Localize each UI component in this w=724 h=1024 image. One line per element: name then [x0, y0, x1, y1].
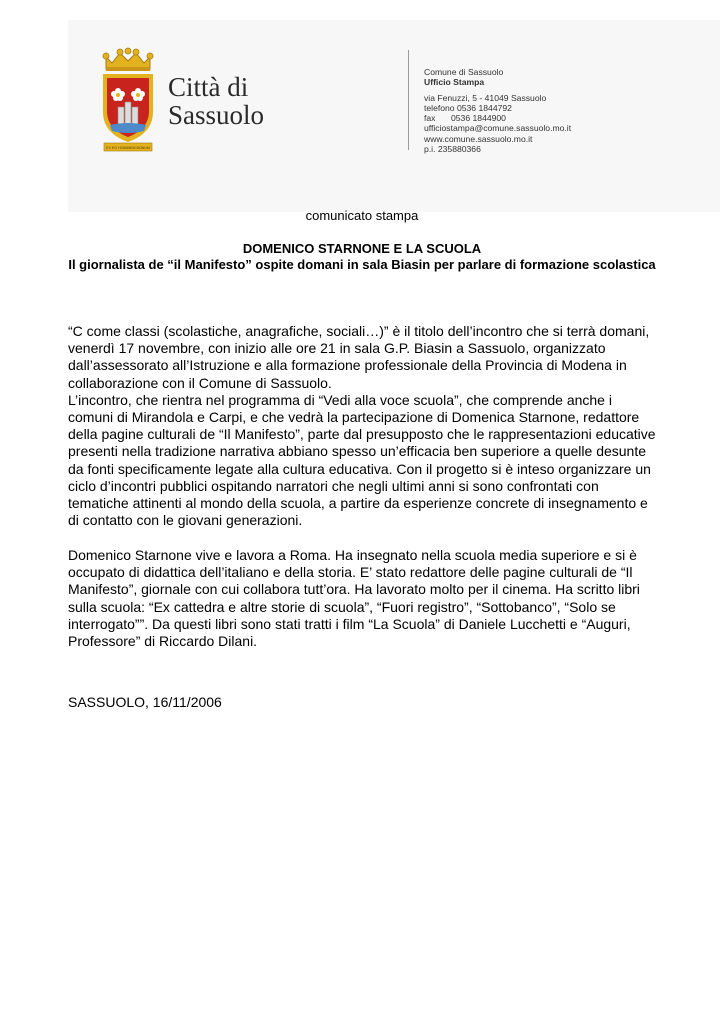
city-crest-logo: [98, 47, 158, 153]
svg-text:EX EO HOMINEM BONUM: EX EO HOMINEM BONUM: [106, 146, 150, 150]
headline: [68, 241, 656, 273]
office-line: [424, 93, 571, 103]
divider: [408, 50, 409, 150]
office-line: [424, 123, 571, 133]
office-line: [424, 144, 571, 154]
body-block-2: [68, 547, 658, 650]
office-contact-block: [424, 67, 571, 154]
dateline: SASSUOLO, 16/11/2006: [68, 694, 222, 710]
office-line-text: p.i. 235880366: [424, 144, 481, 155]
office-line-text: via Fenuzzi, 5 - 41049 Sassuolo: [424, 92, 547, 103]
paragraph: “C come classi (scolastiche, anagrafiche, sociali…)” è il titolo dell’incontro che si terrà domani, venerdì 17 novembre, con inizio alle ore 21 in sala G.P. Biasin a Sassuolo, organizzato dall’assessorato all’Istruzione e alla formazione professionale della Provincia di Modena in collaborazione con il Comune di Sassuolo.: [68, 323, 650, 391]
office-line: [424, 77, 571, 87]
office-line: [424, 113, 571, 123]
city-name-logo: Città di Sassuolo: [168, 72, 265, 130]
office-line-text: 0536 1844900: [451, 113, 506, 124]
office-line: [424, 134, 571, 144]
office-line-text: ufficiostampa@comune.sassuolo.mo.it: [424, 123, 572, 134]
office-line-text: telefono 0536 1844792: [424, 102, 512, 113]
paragraph: L’incontro, che rientra nel programma di “Vedi alla voce scuola”, che comprende anche i comuni di Mirandola e Carpi, e che vedrà la partecipazione di Domenica Starnone, redattore della pagine culturali de “Il Manifesto”, parte dal presupposto che le rappresentazioni educative presenti nella tradizione narrativa abbiano spesso un’efficacia ben superiore a quelle desunte da fonti specificamente legate alla cultura educativa. Con il progetto si è inteso organizzare un ciclo d’incontri pubblici ospitando narratori che negli ultimi anni si sono confrontati con tematiche attinenti al mondo della scuola, a partire da esperienze concrete di insegnamento e di contatto con le giovani generazioni.: [68, 391, 656, 529]
office-line-text: Ufficio Stampa: [424, 77, 485, 88]
office-line-text: Comune di Sassuolo: [424, 67, 504, 77]
body-block-1: [68, 323, 658, 529]
title: DOMENICO STARNONE E LA SCUOLA: [242, 241, 482, 256]
subtitle: Il giornalista de “il Manifesto” ospite domani in sala Biasin per parlare di formazione scolastica: [68, 257, 656, 272]
crown-icon: [103, 48, 153, 71]
paragraph: Domenico Starnone vive e lavora a Roma. Ha insegnato nella scuola media superiore e si è occupato di didattica dell’italiano e della storia. E’ stato redattore delle pagine culturali de “Il Manifesto”, giornale con cui collabora tutt’ora. Ha lavorato molto per il cinema. Ha scritto libri sulla scuola: “Ex cattedra e altre storie di scuola”, “Fuori registro”, “Sottobanco”, “Solo se interrogato””. Da questi libri sono stati tratti i film “La Scuola” di Daniele Lucchetti e “Auguri, Professore” di Riccardo Dilani.: [68, 547, 640, 650]
letterhead: [68, 20, 720, 212]
office-line-label: fax: [424, 113, 436, 124]
office-line: [424, 67, 571, 77]
office-line: [424, 103, 571, 113]
document-kind: comunicato stampa: [305, 208, 419, 223]
office-line-text: www.comune.sassuolo.mo.it: [424, 133, 533, 144]
